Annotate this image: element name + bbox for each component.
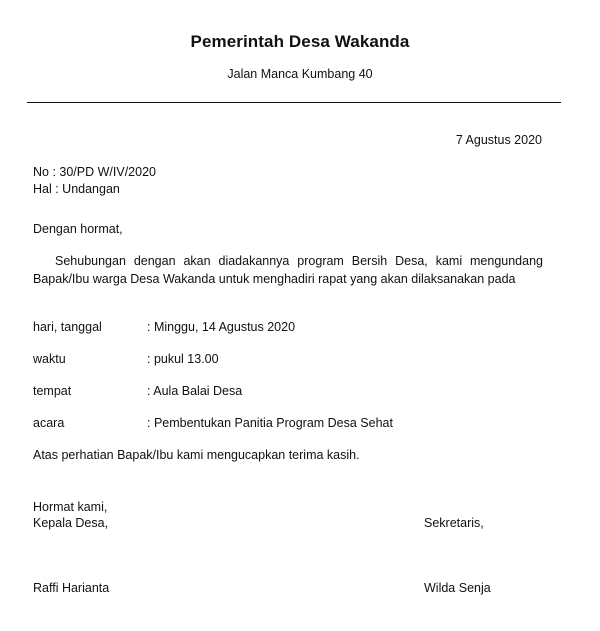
detail-row-place — [33, 384, 242, 398]
detail-value: : pukul 13.00 — [147, 352, 219, 366]
letter-subject: Hal : Undangan — [33, 182, 120, 196]
detail-label: waktu — [33, 352, 66, 366]
signatory-right-name: Wilda Senja — [424, 581, 491, 595]
letter-date: 7 Agustus 2020 — [455, 133, 542, 147]
signatory-left-name: Raffi Harianta — [33, 581, 110, 595]
signatory-right-title: Sekretaris, — [424, 516, 484, 530]
letterhead-divider — [27, 102, 561, 103]
signatory-left-title: Kepala Desa, — [33, 516, 109, 530]
regards-text: Hormat kami, — [33, 500, 108, 514]
letterhead-address: Jalan Manca Kumbang 40 — [227, 67, 373, 81]
detail-row-agenda — [33, 416, 393, 430]
detail-row-time — [33, 352, 219, 366]
letterhead-title: Pemerintah Desa Wakanda — [190, 32, 410, 51]
body-paragraph: Sehubungan dengan akan diadakannya program Bersih Desa, kami mengundang Bapak/Ibu warga Desa Wakanda untuk menghadiri rapat yang akan dilaksanakan pada — [33, 254, 543, 286]
detail-label: acara — [33, 416, 65, 430]
detail-label: tempat — [33, 384, 72, 398]
detail-row-date — [33, 320, 295, 334]
detail-value: : Minggu, 14 Agustus 2020 — [147, 320, 296, 334]
closing-sentence: Atas perhatian Bapak/Ibu kami mengucapkan terima kasih. — [33, 448, 360, 462]
reference-number: No : 30/PD W/IV/2020 — [33, 165, 156, 179]
detail-label: hari, tanggal — [33, 320, 102, 334]
detail-value: : Aula Balai Desa — [147, 384, 243, 398]
greeting: Dengan hormat, — [33, 222, 123, 236]
detail-value: : Pembentukan Panitia Program Desa Sehat — [147, 416, 393, 430]
